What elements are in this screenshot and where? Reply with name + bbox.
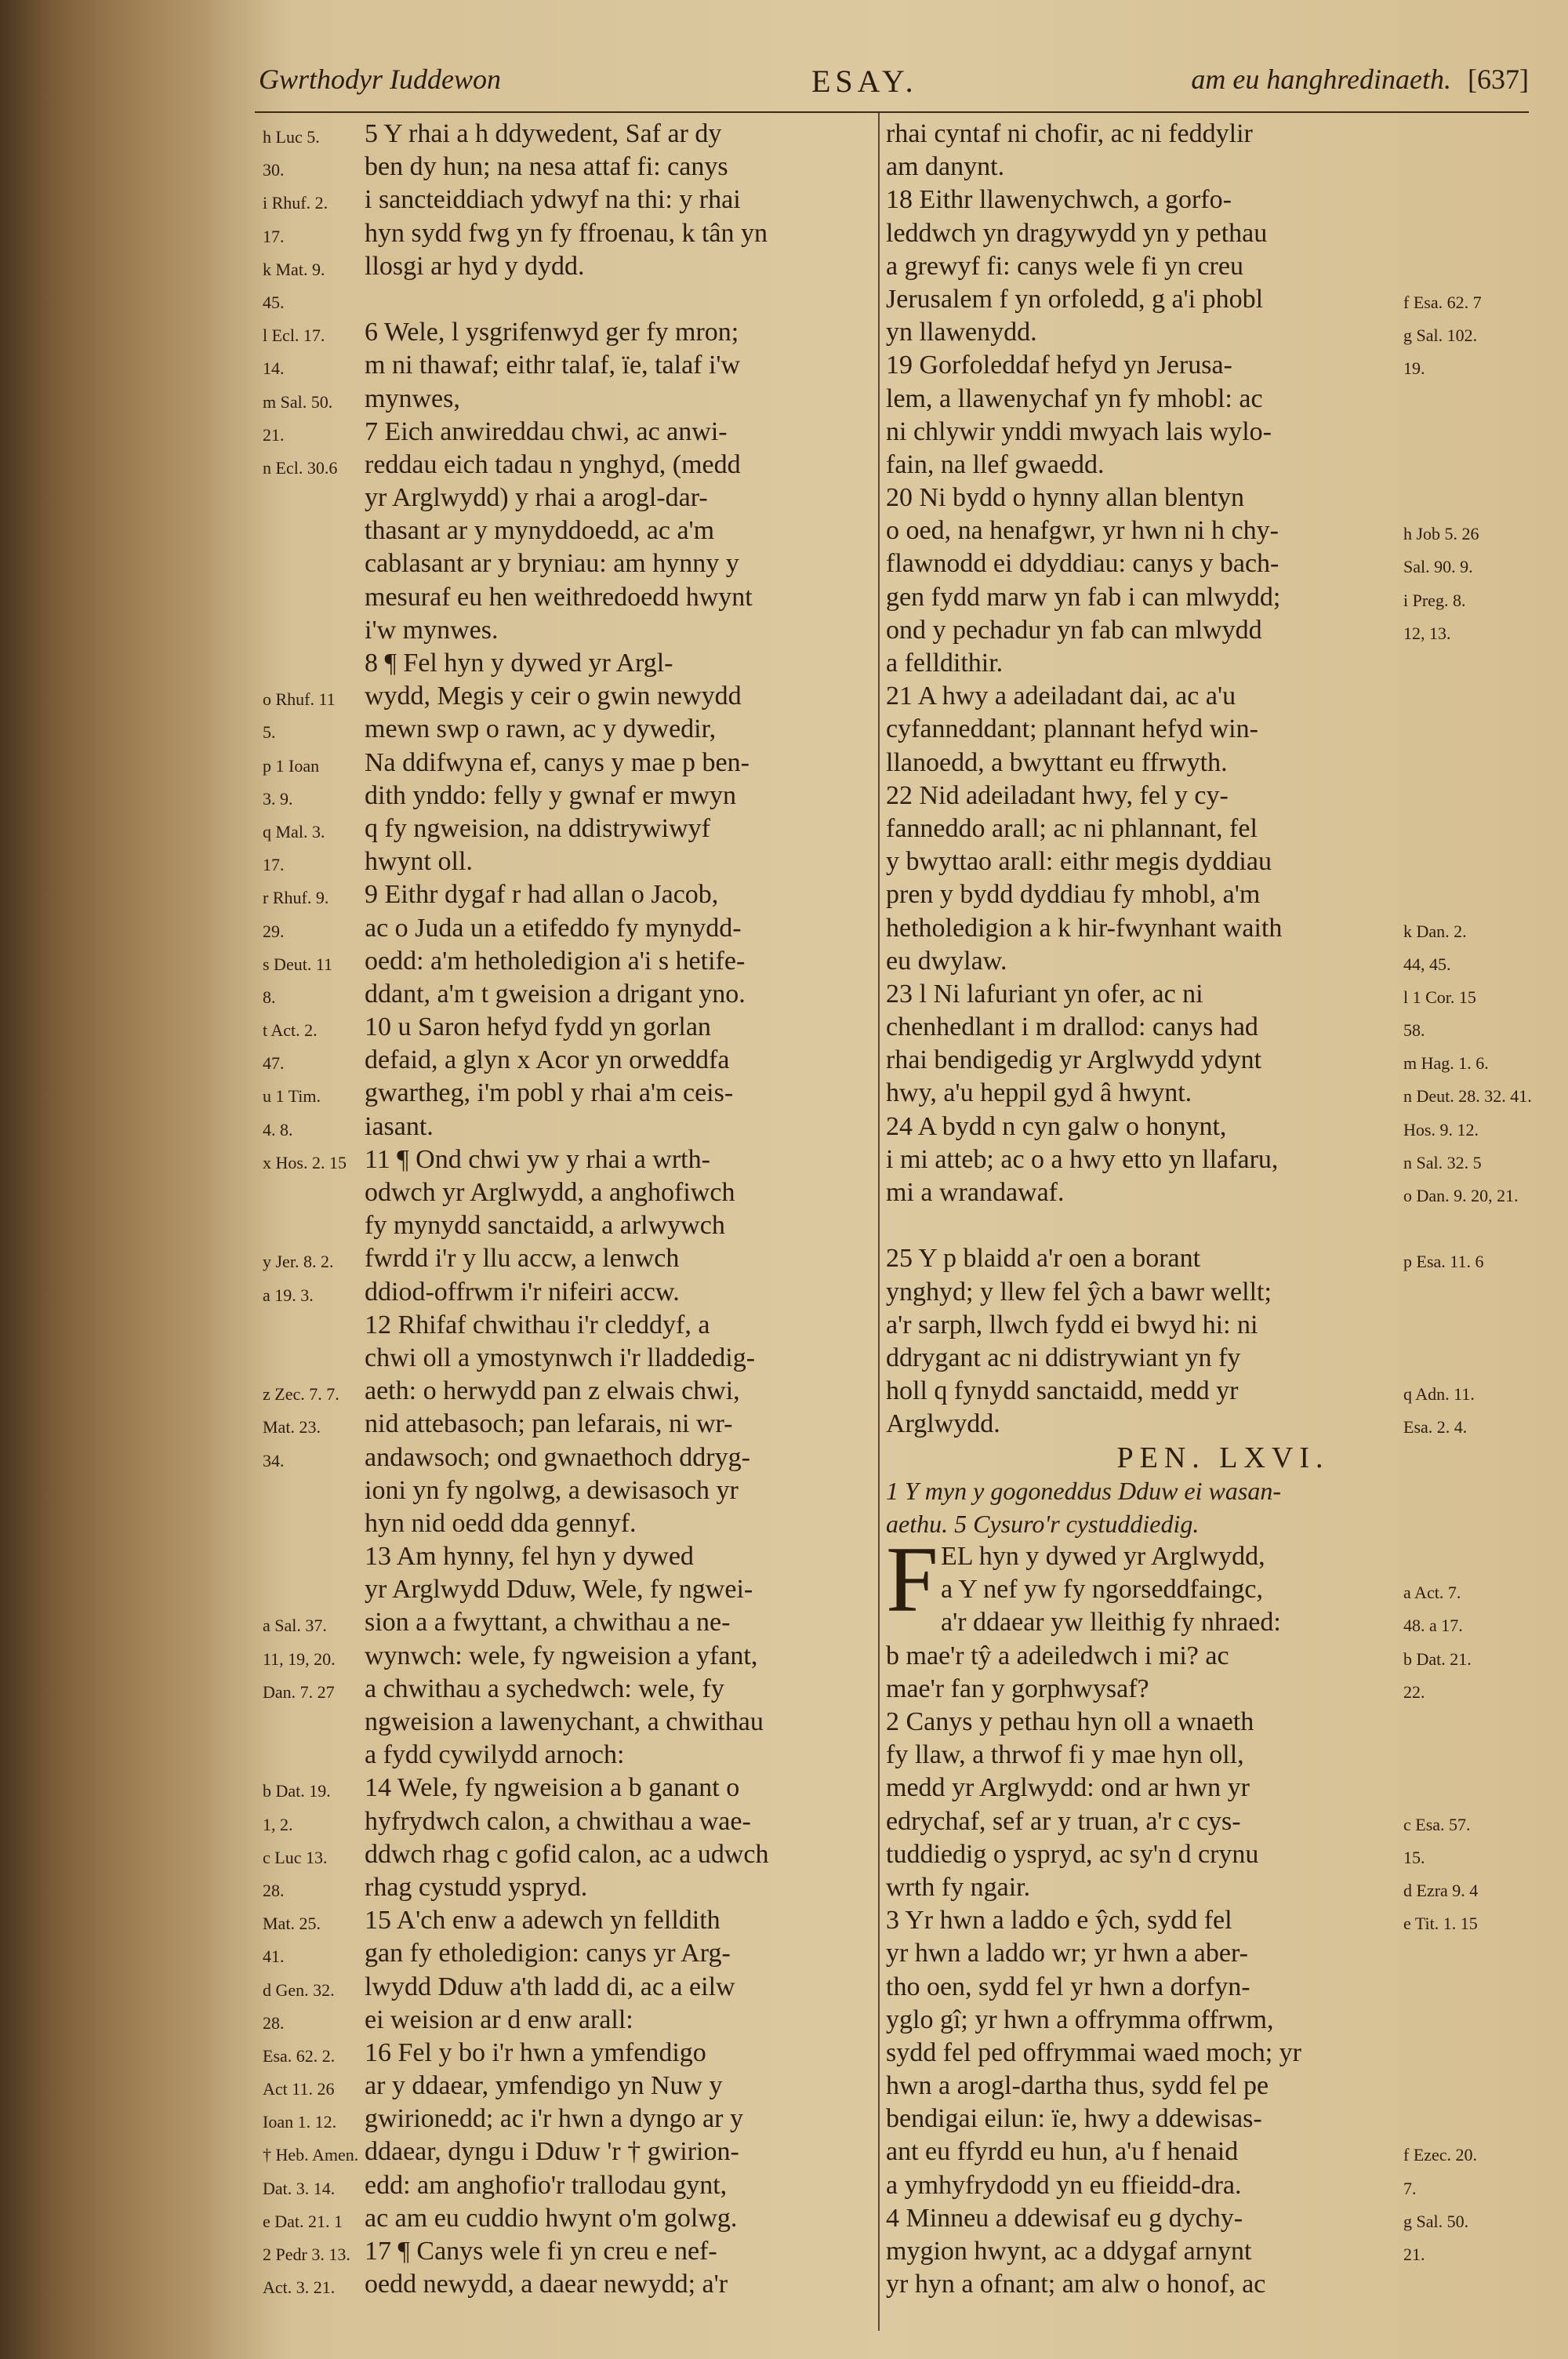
verse-text: ac o Juda un a etifeddo fy mynydd- [365,913,742,943]
verse-line [886,647,1560,680]
chapter-summary-line-1: 1 Y myn y gogoneddus Dduw ei wasan- [886,1476,1281,1505]
verse-line [886,713,1560,746]
verse-line [886,1077,1560,1110]
verse-text: ddwch rhag c gofid calon, ac a udwch [365,1839,769,1869]
verse-text: ben dy hun; na nesa attaf fi: canys [365,152,728,182]
verse-line [886,680,1560,713]
verse-line [886,217,1560,250]
page-number: [637] [1468,64,1529,95]
verse-line [886,547,1560,580]
verse-text: Na ddifwyna ef, canys y mae p ben- [365,747,750,777]
verse-line [886,2268,1560,2301]
header-right-title [1191,63,1529,96]
margin-reference: Esa. 62. 2. [263,2045,336,2066]
verse-text: 3 Yr hwn a laddo e ŷch, sydd fel [886,1906,1232,1936]
verse-text: a chwithau a sychedwch: wele, fy [365,1674,724,1703]
verse-line [886,283,1560,316]
verse-line [886,1673,1560,1706]
verse-text: 4 Minneu a ddewisaf eu g dychy- [886,2203,1243,2233]
margin-reference: Act 11. 26 [263,2079,335,2099]
margin-reference: b Dat. 19. [263,1781,331,1801]
verse-text: 14 Wele, fy ngweision a b ganant o [365,1773,740,1803]
verse-text: thasant ar y mynyddoedd, ac a'm [365,516,715,546]
verse-line [886,184,1560,216]
verse-text: ddrygant ac ni ddistrywiant yn fy [886,1343,1241,1372]
margin-reference: p Esa. 11. 6 [1403,1252,1484,1272]
verse-line [886,449,1560,482]
verse-text: fy llaw, a thrwof fi y mae hyn oll, [886,1740,1244,1770]
margin-reference: 45. [263,292,285,312]
verse-line [886,1871,1560,1904]
verse-text: mi a wrandawaf. [886,1178,1065,1207]
margin-reference: 30. [263,160,285,180]
margin-reference: m Hag. 1. 6. [1403,1053,1489,1074]
margin-reference: k Dan. 2. [1403,921,1467,941]
verse-text: sion a a fwyttant, a chwithau a ne- [365,1608,731,1637]
verse-text: y bwyttao arall: eithr megis dyddiau [886,847,1272,877]
verse-text: Arglwydd. [886,1409,1000,1439]
verse-line [886,878,1560,911]
margin-reference: d Ezra 9. 4 [1403,1880,1479,1900]
verse-text: a'r ddaear yw lleithig fy nhraed: [941,1608,1281,1637]
verse-text: sydd fel ped offrymmai waed moch; yr [886,2037,1302,2067]
verse-line [886,1904,1560,1937]
running-header [259,63,1529,110]
margin-reference: l 1 Cor. 15 [1403,987,1476,1007]
margin-reference: Hos. 9. 12. [1403,1119,1479,1140]
verse-text: o oed, na henafgwr, yr hwn ni h chy- [886,516,1279,546]
verse-text: medd yr Arglwydd: ond ar hwn yr [886,1773,1250,1803]
margin-reference: 34. [263,1450,285,1470]
margin-reference: 4. 8. [263,1119,293,1140]
margin-reference: e Dat. 21. 1 [263,2211,343,2231]
verse-text: ond y pechadur yn fab can mlwydd [886,615,1262,645]
verse-text: lem, a llawenychaf yn fy mhobl: ac [886,383,1263,413]
header-left-title: Gwrthodyr Iuddewon [259,64,501,95]
verse-text: ant eu ffyrdd eu hun, a'u f henaid [886,2137,1239,2167]
margin-reference: g Sal. 50. [1403,2211,1469,2231]
margin-reference: 11, 19, 20. [263,1648,336,1669]
verse-text: ngweision a lawenychant, a chwithau [365,1707,764,1736]
verse-line [886,1805,1560,1838]
verse-line [886,2070,1560,2103]
verse-line [886,349,1560,382]
verse-text: hyn sydd fwg yn fy ffroenau, k tân yn [365,218,768,248]
margin-reference: n Sal. 32. 5 [1403,1152,1482,1172]
verse-text: flawnodd ei ddyddiau: canys y bach- [886,549,1279,579]
verse-line [886,978,1560,1011]
margin-reference: h Luc 5. [263,127,320,147]
verse-text: tuddiedig o yspryd, ac sy'n d crynu [886,1839,1259,1869]
verse-text: rhai bendigedig yr Arglwydd ydynt [886,1045,1262,1075]
verse-line [886,383,1560,416]
margin-reference: Mat. 23. [263,1417,321,1438]
verse-text: mae'r fan y gorphwysaf? [886,1674,1149,1703]
verse-text: odwch yr Arglwydd, a anghofiwch [365,1178,735,1207]
verse-text: 20 Ni bydd o hynny allan blentyn [886,483,1245,513]
verse-line [886,482,1560,514]
verse-line [886,1640,1560,1673]
verse-line [886,2202,1560,2235]
verse-text: hetholedigion a k hir-fwynhant waith [886,913,1283,943]
verse-text: tho oen, sydd fel yr hwn a dorfyn- [886,1972,1250,2001]
chapter-summary-line-2: aethu. 5 Cysuro'r cystuddiedig. [886,1509,1200,1538]
verse-text: yr hwn a laddo wr; yr hwn a aber- [886,1939,1248,1968]
verse-text: fain, na llef gwaedd. [886,449,1105,479]
margin-reference: 15. [1403,1847,1425,1867]
verse-line [886,2037,1560,2070]
verse-text: a fydd cywilydd arnoch: [365,1740,625,1770]
margin-reference: y Jer. 8. 2. [263,1252,334,1272]
verse-text: wydd, Megis y ceir o gwin newydd [365,682,742,711]
verse-text: llosgi ar hyd y dydd. [365,251,585,281]
verse-text: hyn nid oedd dda gennyf. [365,1508,637,1538]
verse-line [886,151,1560,184]
verse-line [886,416,1560,449]
verse-line [886,581,1560,614]
margin-reference: x Hos. 2. 15 [263,1152,347,1172]
margin-reference: n Ecl. 30.6 [263,457,338,478]
verse-text: nid attebasoch; pan lefarais, ni wr- [365,1409,733,1439]
verse-text: defaid, a glyn x Acor yn orweddfa [365,1045,730,1075]
verse-line [886,1971,1560,2004]
verse-line [886,1176,1560,1209]
verse-line [886,118,1560,151]
verse-text: dith ynddo: felly y gwnaf er mwyn [365,780,737,810]
verse-text: edd: am anghofio'r trallodau gynt, [365,2170,728,2200]
margin-reference: 14. [263,358,285,379]
verse-text: fanneddo arall; ac ni phlannant, fel [886,813,1258,843]
margin-reference: 44, 45. [1403,954,1451,974]
verse-line [886,1408,1560,1441]
verse-text: hyfrydwch calon, a chwithau a wae- [365,1806,751,1836]
margin-reference: 8. [263,987,276,1007]
verse-line [886,1706,1560,1739]
verse-line [886,1739,1560,1772]
margin-reference: t Act. 2. [263,1020,318,1041]
verse-line [886,912,1560,945]
margin-reference: † Heb. Amen. [263,2145,359,2165]
chapter-heading: PEN. LXVI. [1116,1441,1330,1474]
verse-line [886,1143,1560,1176]
facing-page-bleed [16,25,204,38]
verse-text: ddant, a'm t gweision a drigant yno. [365,979,746,1009]
margin-reference: o Rhuf. 11 [263,689,336,710]
margin-reference: 22. [1403,1681,1425,1702]
verse-text: rhai cyntaf ni chofir, ac ni feddylir [886,119,1253,148]
verse-text: wrth fy ngair. [886,1872,1031,1902]
header-rule [255,111,1529,113]
verse-text: yr Arglwydd) y rhai a arogl-dar- [365,483,708,513]
verse-text: i sancteiddiach ydwyf na thi: y rhai [365,185,741,215]
margin-reference: p 1 Ioan [263,755,320,776]
verse-line [886,1209,1560,1242]
verse-text: eu dwylaw. [886,946,1007,976]
verse-line [886,316,1560,349]
verse-text: hwynt oll. [365,847,473,877]
margin-reference: 5. [263,722,276,743]
verse-text: am danynt. [886,152,1005,182]
verse-text: mynwes, [365,383,460,413]
margin-reference: 12, 13. [1403,623,1451,643]
verse-text: ddaear, dyngu i Dduw 'r † gwirion- [365,2137,739,2167]
verse-line [886,1276,1560,1309]
margin-reference: Dat. 3. 14. [263,2178,336,2198]
margin-reference: u 1 Tim. [263,1086,321,1107]
verse-text: ynghyd; y llew fel ŷch a bawr wellt; [886,1277,1272,1307]
verse-text: aeth: o herwydd pan z elwais chwi, [365,1376,740,1406]
margin-reference: f Ezec. 20. [1403,2145,1478,2165]
margin-reference: i Preg. 8. [1403,590,1466,610]
verse-line [886,780,1560,812]
verse-text: a'r sarph, llwch fydd ei bwyd hi: ni [886,1310,1258,1339]
margin-reference: 19. [1403,358,1425,379]
verse-text: oedd newydd, a daear newydd; a'r [365,2270,728,2299]
margin-reference: 58. [1403,1020,1425,1041]
margin-reference: s Deut. 11 [263,954,333,974]
verse-text: 11 ¶ Ond chwi yw y rhai a wrth- [365,1144,710,1174]
margin-reference: a Sal. 37. [263,1616,327,1636]
margin-reference: Act. 3. 21. [263,2277,336,2298]
margin-reference: 47. [263,1053,285,1074]
verse-text: ddiod-offrwm i'r nifeiri accw. [365,1277,680,1307]
verse-line [886,614,1560,647]
verse-line [886,812,1560,845]
margin-reference: q Adn. 11. [1403,1384,1475,1405]
verse-text: ar y ddaear, ymfendigo yn Nuw y [365,2071,723,2101]
margin-reference: Sal. 90. 9. [1403,557,1473,577]
verse-text: yr Arglwydd Dduw, Wele, fy ngwei- [365,1575,753,1605]
margin-reference: 28. [263,1880,285,1900]
verse-line [886,1606,1560,1639]
margin-reference: l Ecl. 17. [263,325,325,346]
verse-text: 24 A bydd n cyn galw o honynt, [886,1111,1227,1141]
verse-text: 10 u Saron hefyd fydd yn gorlan [365,1012,711,1042]
verse-text: chenhedlant i m drallod: canys had [886,1012,1258,1042]
verse-line [886,2135,1560,2168]
verse-text: ac am eu cuddio hwynt o'm golwg. [365,2203,738,2233]
binding-gutter [0,0,212,2359]
margin-reference: h Job 5. 26 [1403,524,1479,544]
margin-reference: Mat. 25. [263,1914,321,1934]
verse-line [886,845,1560,878]
margin-reference: o Dan. 9. 20, 21. [1403,1186,1519,1205]
margin-reference: q Mal. 3. [263,821,325,841]
verse-text: 17 ¶ Canys wele fi yn creu e nef- [365,2237,717,2266]
margin-reference: 21. [1403,2245,1425,2264]
right-column-chapter-66 [886,1527,1560,2301]
verse-line [886,1242,1560,1275]
verse-text: 16 Fel y bo i'r hwn a ymfendigo [365,2037,706,2067]
verse-text: reddau eich tadau n ynghyd, (medd [365,449,741,479]
verse-text: gwirionedd; ac i'r hwn a dyngo ar y [365,2104,743,2134]
verse-line [886,747,1560,780]
verse-text: i'w mynwes. [365,615,499,645]
verse-text: cablasant ar y bryniau: am hynny y [365,549,739,579]
verse-text: 23 l Ni lafuriant yn ofer, ac ni [886,979,1203,1009]
verse-line [886,2103,1560,2135]
verse-line [886,1044,1560,1077]
verse-text: 5 Y rhai a h ddywedent, Saf ar dy [365,119,722,148]
margin-reference: a 19. 3. [263,1285,314,1305]
verse-text: a ymhyfrydodd yn eu ffieidd-dra. [886,2170,1242,2200]
margin-reference: b Dat. 21. [1403,1648,1472,1669]
verse-text: q fy ngweision, na ddistrywiwyf [365,813,711,843]
header-book-name: ESAY. [811,64,918,99]
margin-reference: c Luc 13. [263,1847,328,1867]
right-column-chapter-65-end [886,118,1560,1441]
verse-text: 2 Canys y pethau hyn oll a wnaeth [886,1707,1254,1736]
verse-line [886,250,1560,283]
verse-text: andawsoch; ond gwnaethoch ddryg- [365,1442,750,1472]
verse-text: 15 A'ch enw a adewch yn felldith [365,1906,720,1936]
verse-text: cyfanneddant; plannant hefyd win- [886,714,1258,744]
margin-reference: 17. [263,226,285,246]
margin-reference: 48. a 17. [1403,1616,1463,1636]
verse-text: mewn swp o rawn, ac y dywedir, [365,714,717,744]
verse-text: mygion hwynt, ac a ddygaf arnynt [886,2237,1252,2266]
verse-text: 9 Eithr dygaf r had allan o Jacob, [365,880,719,910]
margin-reference: d Gen. 32. [263,1979,335,2000]
verse-text: gan fy etholedigion: canys yr Arg- [365,1939,731,1968]
drop-cap: F [886,1527,938,1632]
verse-text: holl q fynydd sanctaidd, medd yr [886,1376,1239,1406]
verse-text: ni chlywir ynddi mwyach lais wylo- [886,416,1272,446]
margin-reference: Dan. 7. 27 [263,1681,335,1702]
margin-reference: c Esa. 57. [1403,1814,1471,1834]
margin-reference: 29. [263,921,285,941]
verse-text: leddwch yn dragywydd yn y pethau [886,218,1268,248]
verse-line [886,514,1560,547]
verse-text: 6 Wele, l ysgrifenwyd ger fy mron; [365,318,739,347]
verse-line [886,1540,1560,1573]
verse-text: ei weision ar d enw arall: [365,2005,633,2034]
margin-reference: Esa. 2. 4. [1403,1417,1468,1438]
margin-reference: k Mat. 9. [263,259,325,279]
verse-text: yglo gî; yr hwn a offrymma offrwm, [886,2005,1274,2034]
header-right-text: am eu hanghredinaeth. [1191,64,1452,95]
margin-reference: a Act. 7. [1403,1583,1461,1603]
verse-line [886,1838,1560,1871]
verse-text: 13 Am hynny, fel hyn y dywed [365,1542,694,1572]
margin-reference: g Sal. 102. [1403,325,1478,346]
verse-line [886,1375,1560,1408]
verse-text: oedd: a'm hetholedigion a'i s hetife- [365,946,746,976]
verse-text: Jerusalem f yn orfoledd, g a'i phobl [886,284,1264,314]
verse-text: lwydd Dduw a'th ladd di, ac a eilw [365,1972,735,2001]
verse-text: mesuraf eu hen weithredoedd hwynt [365,582,753,612]
margin-reference: 7. [1403,2178,1417,2198]
verse-text: iasant. [365,1111,434,1141]
margin-reference: f Esa. 62. 7 [1403,292,1482,312]
margin-reference: z Zec. 7. 7. [263,1384,339,1405]
margin-reference: i Rhuf. 2. [263,193,328,213]
verse-text: 19 Gorfoleddaf hefyd yn Jerusa- [886,351,1232,380]
verse-line [886,1309,1560,1342]
verse-line [886,2004,1560,2037]
margin-reference: 2 Pedr 3. 13. [263,2245,350,2264]
verse-text: EL hyn y dywed yr Arglwydd, [941,1542,1265,1572]
right-column [886,118,1560,2301]
verse-text: pren y bydd dyddiau fy mhobl, a'm [886,880,1261,910]
verse-text: fwrdd i'r y llu accw, a lenwch [365,1244,680,1274]
verse-line [886,945,1560,978]
verse-text: i mi atteb; ac o a hwy etto yn llafaru, [886,1144,1279,1174]
verse-text: a felldithir. [886,649,1004,678]
margin-reference: 17. [263,855,285,875]
verse-line [886,1937,1560,1970]
margin-reference: e Tit. 1. 15 [1403,1914,1478,1934]
verse-text: hwy, a'u heppil gyd â hwynt. [886,1078,1192,1108]
verse-text: yr hyn a ofnant; am alw o honof, ac [886,2270,1266,2299]
verse-text: 25 Y p blaidd a'r oen a borant [886,1244,1201,1274]
verse-text: edrychaf, sef ar y truan, a'r c cys- [886,1806,1241,1836]
verse-text: wynwch: wele, fy ngweision a yfant, [365,1641,758,1670]
verse-text: fy mynydd sanctaidd, a arlwywch [365,1211,725,1241]
verse-text: ioni yn fy ngolwg, a dewisasoch yr [365,1475,739,1505]
verse-text: gwartheg, i'm pobl y rhai a'm ceis- [365,1078,734,1108]
margin-reference: 1, 2. [263,1814,293,1834]
verse-text: 22 Nid adeiladant hwy, fel y cy- [886,780,1229,810]
verse-text: rhag cystudd yspryd. [365,1872,588,1902]
margin-reference: 41. [263,1946,285,1967]
verse-text: 21 A hwy a adeiladant dai, ac a'u [886,682,1236,711]
margin-reference: 28. [263,2012,285,2033]
verse-text: a Y nef yw fy ngorseddfaingc, [941,1575,1264,1605]
verse-line [886,1772,1560,1805]
verse-line [886,1342,1560,1375]
verse-text: m ni thawaf; eithr talaf, ïe, talaf i'w [365,351,741,380]
margin-reference: m Sal. 50. [263,391,333,412]
verse-line [886,2169,1560,2202]
margin-reference: 3. 9. [263,788,293,809]
margin-reference: Ioan 1. 12. [263,2112,337,2132]
margin-reference: r Rhuf. 9. [263,888,329,908]
verse-text: hwn a arogl-dartha thus, sydd fel pe [886,2071,1269,2101]
verse-text: llanoedd, a bwyttant eu ffrwyth. [886,747,1228,777]
verse-line [886,1110,1560,1143]
verse-text: 7 Eich anwireddau chwi, ac anwi- [365,416,728,446]
verse-text: 12 Rhifaf chwithau i'r cleddyf, a [365,1310,710,1339]
verse-text: 8 ¶ Fel hyn y dywed yr Argl- [365,649,673,678]
margin-reference: n Deut. 28. 32. 41. [1403,1086,1532,1107]
verse-text: bendigai eilun: ïe, hwy a ddewisas- [886,2104,1262,2134]
verse-text: a grewyf fi: canys wele fi yn creu [886,251,1243,281]
verse-line [886,1011,1560,1044]
verse-line [886,2235,1560,2268]
margin-reference: 21. [263,424,285,445]
verse-text: 18 Eithr llawenychwch, a gorfo- [886,185,1232,215]
verse-text: chwi oll a ymostynwch i'r lladdedig- [365,1343,756,1372]
verse-text: yn llawenydd. [886,318,1037,347]
verse-text: gen fydd marw yn fab i can mlwydd; [886,582,1281,612]
verse-line [886,1573,1560,1606]
verse-text: b mae'r tŷ a adeiledwch i mi? ac [886,1641,1229,1670]
